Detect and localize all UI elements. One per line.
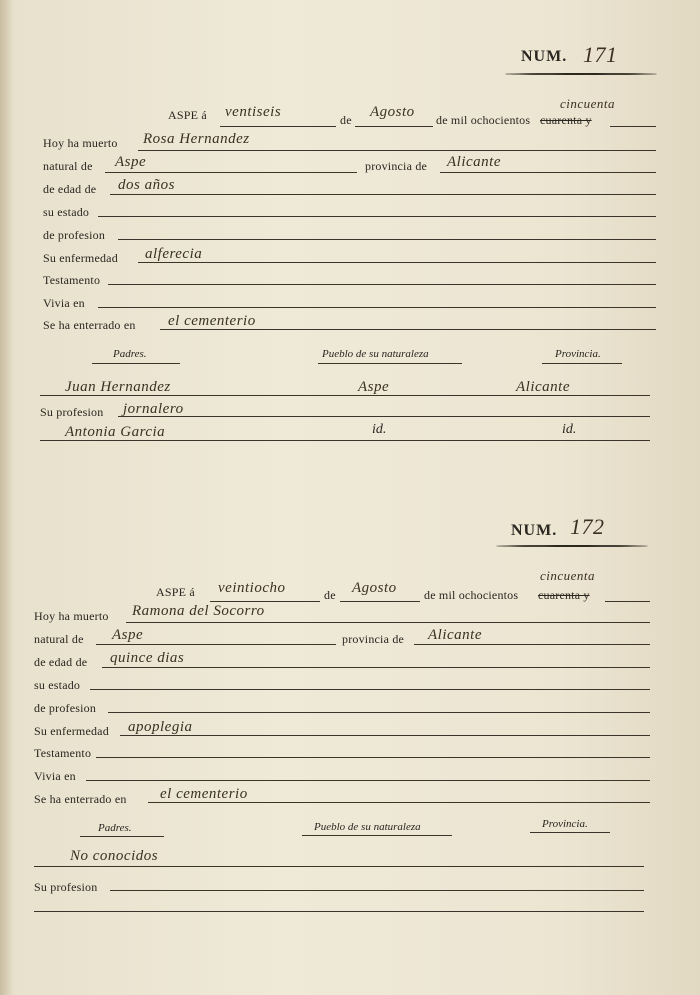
enterrado-label: Se ha enterrado en (43, 318, 136, 332)
provincia-label: provincia de (342, 632, 405, 646)
mother-provincia: id. (562, 422, 577, 437)
year-text: de mil ochocientos (436, 113, 531, 127)
number-flourish (496, 545, 648, 547)
day-value: veintiocho (218, 580, 286, 596)
edad-label: de edad de (34, 655, 88, 669)
vivia-label: Vivia en (43, 296, 85, 310)
profesion-label: de profesion (43, 228, 106, 242)
provincia-value: Alicante (447, 154, 501, 170)
de-label: de (324, 588, 336, 602)
record-number-value: 172 (570, 514, 605, 539)
month-value: Agosto (370, 104, 415, 120)
de-label: de (340, 113, 352, 127)
deceased-name: Ramona del Socorro (132, 603, 265, 619)
record-number-value: 171 (583, 42, 618, 67)
place-label: ASPE á (168, 108, 207, 122)
su-profesion-label: Su profesion (34, 880, 98, 894)
natural-label: natural de (34, 632, 84, 646)
year-struck: cuarenta y (540, 113, 592, 127)
natural-value: Aspe (115, 154, 147, 170)
deceased-name: Rosa Hernandez (143, 131, 250, 147)
provincia-header: Provincia. (542, 818, 588, 830)
month-value: Agosto (352, 580, 397, 596)
father-pueblo: Aspe (358, 379, 390, 395)
provincia-value: Alicante (428, 627, 482, 643)
estado-label: su estado (43, 205, 90, 219)
record-number-label: NUM. (521, 48, 568, 65)
provincia-label: provincia de (365, 159, 428, 173)
natural-value: Aspe (112, 627, 144, 643)
padres-header: Padres. (113, 348, 147, 360)
father-provincia: Alicante (516, 379, 570, 395)
testamento-label: Testamento (34, 746, 92, 760)
edad-value: dos años (118, 177, 175, 193)
enfermedad-value: apoplegia (128, 719, 193, 735)
estado-label: su estado (34, 678, 81, 692)
enfermedad-label: Su enfermedad (34, 724, 109, 738)
hoy-label: Hoy ha muerto (43, 136, 118, 150)
hoy-label: Hoy ha muerto (34, 609, 109, 623)
edad-value: quince dias (110, 650, 185, 666)
profesion-label: de profesion (34, 701, 97, 715)
edad-label: de edad de (43, 182, 97, 196)
vivia-label: Vivia en (34, 769, 76, 783)
record-number-label: NUM. (511, 522, 558, 539)
year-text: de mil ochocientos (424, 588, 519, 602)
enterrado-label: Se ha enterrado en (34, 792, 127, 806)
pueblo-header: Pueblo de su naturaleza (322, 348, 429, 360)
padres-header: Padres. (98, 822, 132, 834)
father-name: Juan Hernandez (65, 379, 171, 395)
place-label: ASPE á (156, 585, 195, 599)
year-correction: cincuenta (540, 568, 596, 583)
provincia-header: Provincia. (555, 348, 601, 360)
enfermedad-value: alferecia (145, 246, 203, 262)
pueblo-header: Pueblo de su naturaleza (314, 821, 421, 833)
su-profesion-value: jornalero (123, 401, 184, 417)
number-flourish (505, 73, 657, 75)
mother-name: Antonia Garcia (65, 424, 166, 440)
year-struck: cuarenta y (538, 588, 590, 602)
natural-label: natural de (43, 159, 93, 173)
mother-pueblo: id. (372, 422, 387, 437)
enterrado-value: el cementerio (160, 786, 248, 802)
testamento-label: Testamento (43, 273, 101, 287)
enterrado-value: el cementerio (168, 313, 256, 329)
enfermedad-label: Su enfermedad (43, 251, 118, 265)
year-correction: cincuenta (560, 96, 616, 111)
parents-name: No conocidos (70, 848, 159, 864)
su-profesion-label: Su profesion (40, 405, 104, 419)
day-value: ventiseis (225, 104, 282, 120)
